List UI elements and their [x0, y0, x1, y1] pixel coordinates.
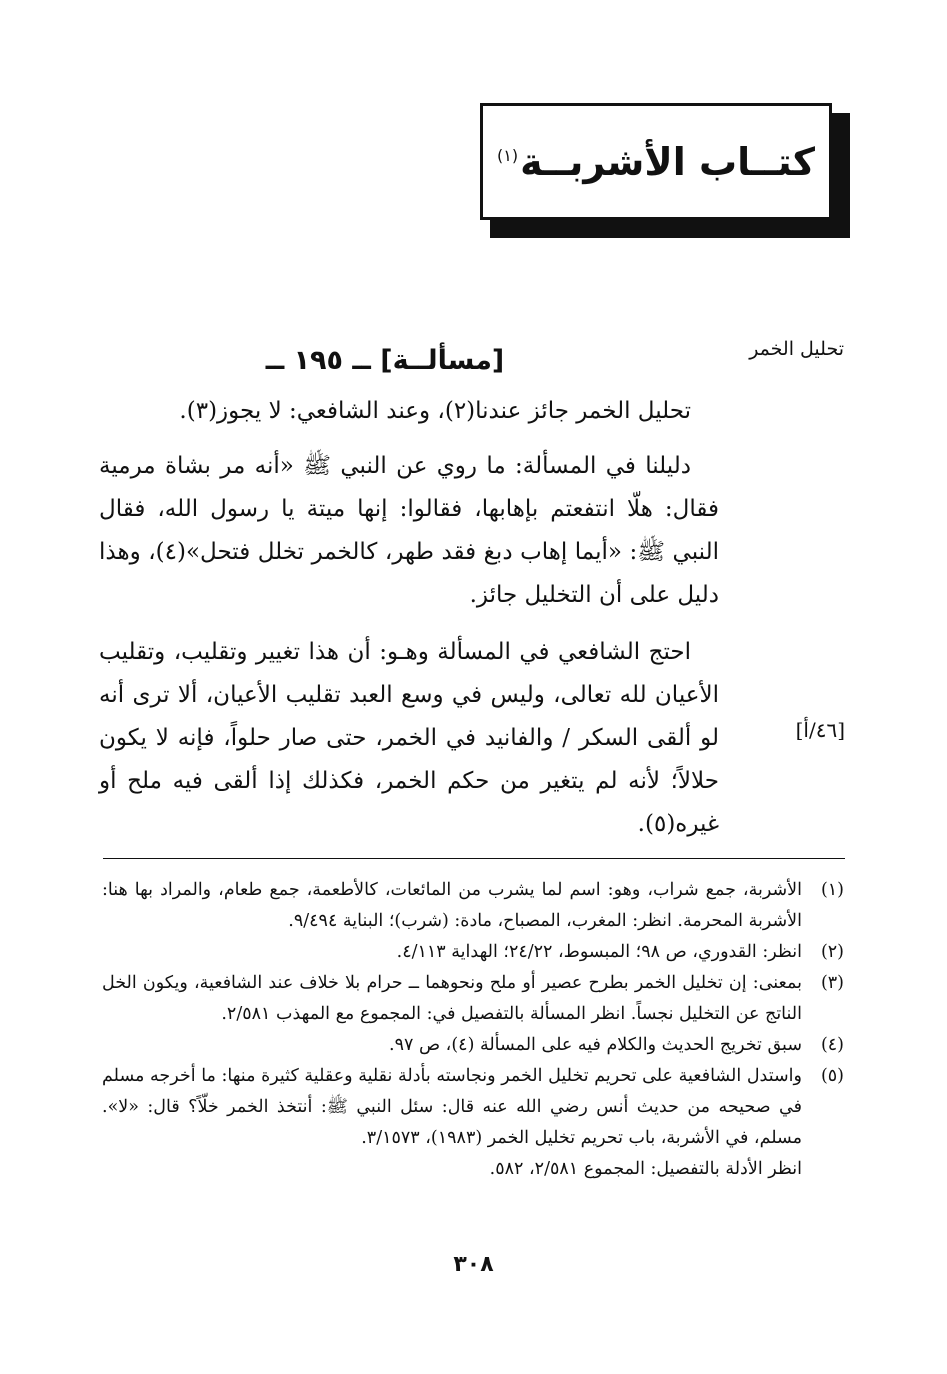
- footnote-3: [102, 968, 844, 1030]
- footnote-text: واستدل الشافعية على تحريم تخليل الخمر ونجاسته بأدلة نقلية وعقلية كثيرة منها: ما أخرجه مسلم في صحيحه من حديث أنس رضي الله عنه قال: سئل النبي ﷺ: أنتخذ الخمر خلّاً؟ قال: «لا». مسلم، في الأشربة، باب تحريم تخليل الخمر (١٩٨٣)، ٣/١٥٧٣.: [102, 1066, 802, 1148]
- footnote-text: الأشربة، جمع شراب، وهو: اسم لما يشرب من المائعات، كالأطعمة، جمع طعام، والمراد بها هنا: الأشربة المحرمة. انظر: المغرب، المصباح، مادة: (شرب)؛ البناية ٩/٤٩٤.: [102, 880, 802, 931]
- paragraph-1: تحليل الخمر جائز عندنا(٢)، وعند الشافعي: لا يجوز(٣).: [179, 398, 691, 424]
- issue-heading: [مسألــة] ــ ١٩٥ ــ: [265, 345, 505, 376]
- chapter-title: [497, 140, 815, 184]
- chapter-title-box: [480, 103, 832, 220]
- paragraph-2: دليلنا في المسألة: ما روي عن النبي ﷺ «أنه مر بشاة مرمية فقال: هلّا انتفعتم بإهابها، فقالوا: إنها ميتة يا رسول الله، فقال النبي ﷺ: «أيما إهاب دبغ فقد طهر، كالخمر تخلل فتحل»(٤)، وهذا دليل على أن التخليل جائز.: [99, 453, 720, 608]
- footnote-2: [102, 937, 844, 968]
- footnote-divider: [103, 858, 845, 859]
- footnote-text: سبق تخريج الحديث والكلام فيه على المسألة (٤)، ص ٩٧.: [389, 1035, 802, 1055]
- margin-topic-note: تحليل الخمر: [749, 338, 844, 360]
- footnote-5-continuation: انظر الأدلة بالتفصيل: المجموع ٢/٥٨١، ٥٨٢.: [489, 1159, 802, 1179]
- footnote-number: (٤): [820, 1035, 844, 1055]
- footnote-number: (٣): [820, 973, 844, 993]
- footnote-number: (٢): [820, 942, 844, 962]
- paragraph-3: احتج الشافعي في المسألة وهـو: أن هذا تغيير وتقليب، وتقليب الأعيان لله تعالى، وليس في وسع العبد تقليب الأعيان، ألا ترى أنه لو ألقى السكر / والفانيد في الخمر، حتى صار حلواً، فإنه لا يكون حلالاً؛ لأنه لم يتغير من حكم الخمر، فكذلك إذا ألقى فيه ملح أو غيره(٥).: [99, 639, 719, 837]
- page-number: ٣٠٨: [453, 1252, 494, 1277]
- chapter-title-footnote-ref: (١): [497, 145, 519, 165]
- footnote-number: (١): [820, 880, 844, 900]
- footnote-4: [102, 1030, 844, 1061]
- footnote-number: (٥): [820, 1066, 844, 1086]
- footnote-5: [102, 1061, 844, 1154]
- footnote-text: انظر: القدوري، ص ٩٨؛ المبسوط، ٢٤/٢٢؛ الهداية ٤/١١٣.: [396, 942, 802, 962]
- main-text: [99, 390, 719, 846]
- footnotes: [102, 875, 844, 1185]
- footnote-text: بمعنى: إن تخليل الخمر بطرح عصير أو ملح ونحوهما ــ حرام بلا خلاف عند الشافعية، ويكون الخل الناتج عن التخليل نجساً. انظر المسألة بالتفصيل في: المجموع مع المهذب ٢/٥٨١.: [102, 973, 802, 1024]
- manuscript-folio-ref: [٤٦/أ]: [795, 718, 845, 742]
- chapter-title-text: كتــاب الأشربــة: [520, 139, 815, 184]
- footnote-1: [102, 875, 844, 937]
